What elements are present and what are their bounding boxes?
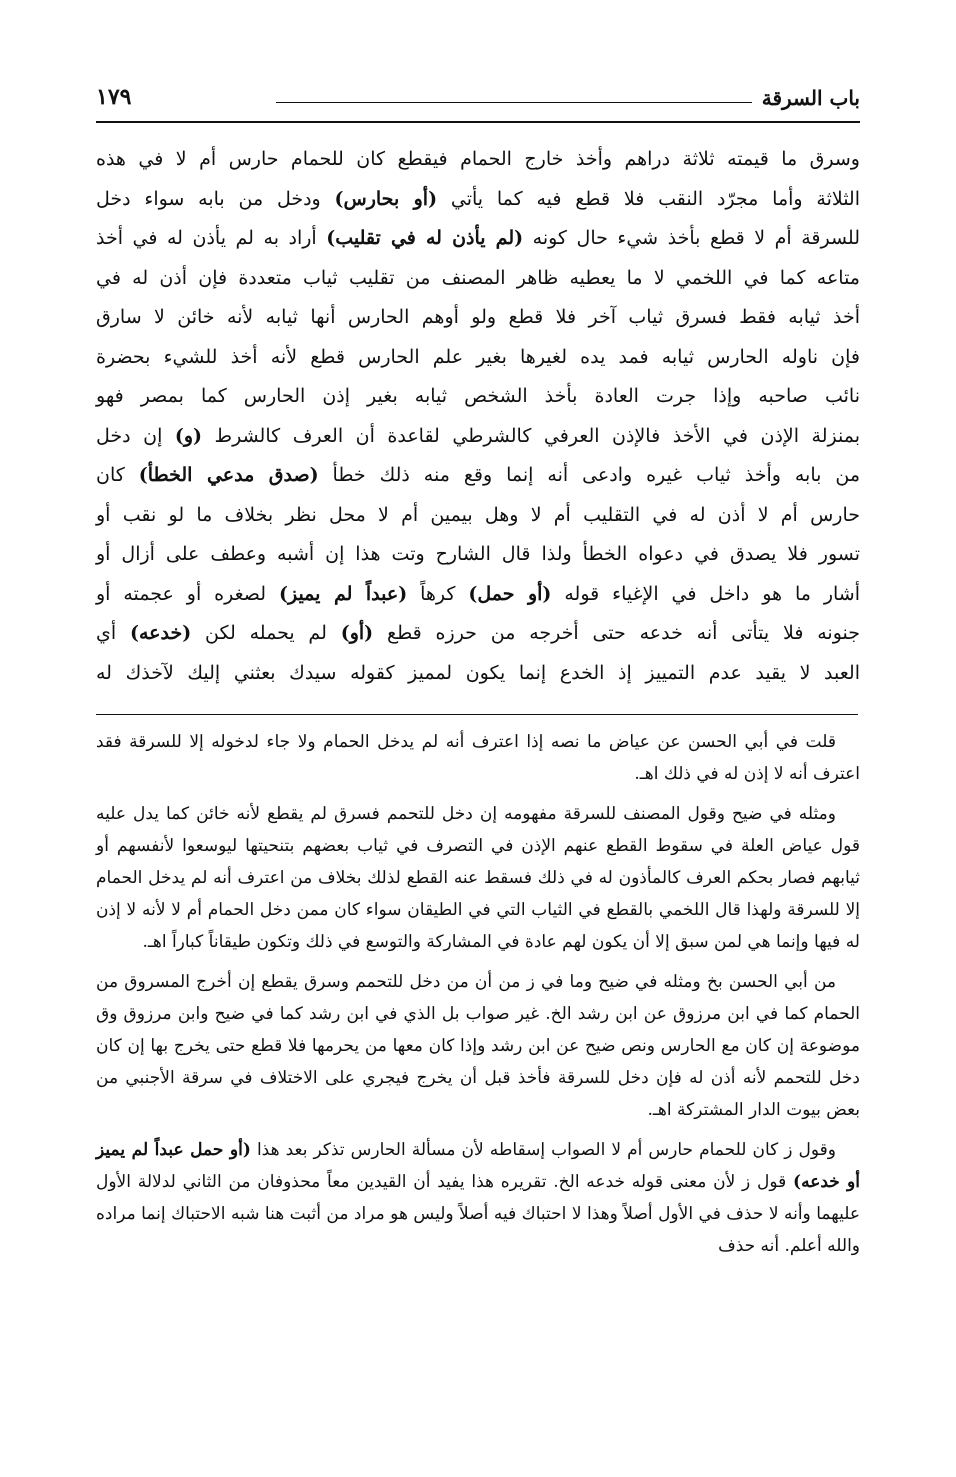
text-run: متاعه كما في اللخمي لا ما يعطيه ظاهر المصنف من تقليب ثياب متعددة فإن أذن له في [96, 266, 860, 289]
main-text-line [96, 456, 860, 496]
main-text-line [96, 496, 860, 536]
main-text-line [96, 259, 860, 299]
text-run: أخذ ثيابه فقط فسرق ثياب آخر فلا قطع ولو أوهم الحارس أنها ثيابه لأنه خائن لا سارق [96, 306, 860, 328]
main-text-line [96, 298, 860, 338]
main-text-line [96, 180, 860, 220]
main-text-line [96, 338, 860, 378]
main-text-line [96, 535, 860, 575]
main-text-line [96, 377, 860, 417]
bold-phrase: (خدعه) [129, 622, 192, 644]
text-run: إن دخل [96, 424, 175, 447]
text-run: ومثله في ضيح وقول المصنف للسرقة مفهومه إن دخل للتحمم فسرق لم يقطع لأنه خائن كما يدل عليه قول عياض العلة في سقوط القطع عنهم الإذن في التصرف في ثياب بعضهم بتنحيتها ليوسعوا لأنفسهم أو ثيابهم فصار بحكم العرف كالمأذون له في ذلك فسقط عنه القطع لذلك بخلاف من اعترف أنه لم يدخل الحمام إلا للسرقة ولهذا قال اللخمي بالقطع في الثياب التي في الطيقان سواء كان ممن دخل الحمام أم لا لأنه لا إذن له فيها وإنما هي لمن سبق إلا أن يكون لهم عادة في المشاركة والتوسع في ذلك وتكون طيقاناً كباراً اهـ. [96, 804, 860, 952]
bold-phrase: (و) [174, 424, 203, 447]
header-rule [96, 121, 860, 123]
text-run: الثلاثة وأما مجرّد النقب فلا قطع فيه كما يأتي [437, 187, 860, 210]
bold-phrase: (أو حمل) [468, 582, 552, 605]
bold-phrase: (لم يأذن له في تقليب) [326, 227, 524, 249]
footnotes [96, 726, 860, 1270]
chapter-title: باب السرقة [761, 86, 860, 110]
text-run: أي [96, 622, 130, 644]
header-leader-line [276, 102, 752, 103]
main-text-line [96, 219, 860, 259]
text-run: فإن ناوله الحارس ثيابه فمد يده لغيرها بغير علم الحارس قطع لأنه أخذ للشيء بحضرة [96, 345, 860, 368]
footnote-paragraph [96, 966, 860, 1126]
text-run: قول ز لأن معنى قوله خدعه الخ. تقريره هذا يفيد أن القيدين معاً محذوفان من الثاني لدلالة الأول عليهما وأنه لا حذف في الأول أصلاً وهذا لا احتباك فيه أصلاً وليس هو مراد من أثبت هنا شبه الاحتباك إنما مراده والله أعلم. أنه حذف [96, 1172, 860, 1256]
text-run: لصغره أو عجمته أو [96, 582, 279, 605]
text-run: أشار ما هو داخل في الإغياء قوله [551, 582, 860, 605]
text-run: العبد لا يقيد عدم التمييز إذ الخدع إنما يكون لمميز كقوله سيدك بعثني إليك لآخذك له [96, 661, 860, 684]
bold-phrase: (أو بحارس) [334, 187, 438, 210]
main-text-line [96, 654, 860, 694]
text-run: حارس أم لا أذن له في التقليب أم لا وهل بيمين أم لا محل نظر بخلاف ما لو نقب أو [96, 503, 860, 526]
main-text-line [96, 614, 860, 654]
main-text-line [96, 575, 860, 615]
text-run: وسرق ما قيمته ثلاثة دراهم وأخذ خارج الحمام فيقطع كان للحمام حارس أم لا في هذه [96, 148, 860, 170]
text-run: للسرقة أم لا قطع بأخذ شيء حال كونه [523, 227, 861, 249]
main-text-line [96, 140, 860, 180]
footnote-paragraph [96, 1134, 860, 1262]
text-run: قلت في أبي الحسن عن عياض ما نصه إذا اعترف أنه لم يدخل الحمام ولا جاء لدخوله إلا للسرقة فقد اعترف أنه لا إذن له في ذلك اهـ. [96, 732, 860, 784]
text-run: من أبي الحسن بخ ومثله في ضيح وما في ز من أن من دخل للتحمم وسرق يقطع إن أخرج المسروق من الحمام كما في ابن مرزوق عن ابن رشد الخ. غير صواب بل الذي في ابن رشد كما في ضيح وابن مرزوق وق موضوعة إن كان مع الحارس ونص ضيح عن ابن رشد وإذا كان معها من يحرمها فلا قطع حتى يخرج بها إن كان دخل للتحمم لأنه أذن له فإن دخل للسرقة فأخذ قبل أن يخرج فيجري على الاختلاف في سرقة الأجنبي من بعض بيوت الدار المشتركة اهـ. [96, 972, 860, 1120]
bold-phrase: (أو حمل عبداً لم يميز أو خدعه) [96, 1140, 860, 1192]
bold-phrase: (أو) [340, 622, 374, 644]
footnote-separator [96, 714, 858, 715]
text-run: من بابه وأخذ ثياب غيره وادعى أنه إنما وقع منه ذلك خطأ [318, 464, 860, 486]
running-header [96, 80, 860, 120]
text-run: كان [96, 464, 139, 486]
text-run: لم يحمله لكن [191, 622, 341, 644]
text-run: تسور فلا يصدق في دعواه الخطأ ولذا قال الشارح وتت هذا إن أشبه وعطف على أزال أو [96, 543, 860, 565]
text-run: كرهاً [407, 582, 469, 605]
footnote-paragraph [96, 798, 860, 958]
page-number: ١٧٩ [96, 84, 132, 110]
bold-phrase: (صدق مدعي الخطأ) [138, 464, 319, 486]
footnote-paragraph [96, 726, 860, 790]
text-run: نائب صاحبه وإذا جرت العادة بأخذ الشخص ثيابه بغير إذن الحارس كما بمصر فهو [96, 385, 860, 407]
text-run: ودخل من بابه سواء دخل [96, 187, 335, 210]
text-run: وقول ز كان للحمام حارس أم لا الصواب إسقاطه لأن مسألة الحارس تذكر بعد هذا [250, 1140, 836, 1160]
text-run: أراد به لم يأذن له في أخذ [96, 227, 327, 249]
main-text-line [96, 417, 860, 457]
main-text [96, 140, 860, 693]
bold-phrase: (عبداً لم يميز) [278, 582, 408, 605]
text-run: بمنزلة الإذن في الأخذ فالإذن العرفي كالشرطي لقاعدة أن العرف كالشرط [202, 424, 861, 447]
text-run: جنونه فلا يتأتى أنه خدعه حتى أخرجه من حرزه قطع [373, 622, 860, 644]
